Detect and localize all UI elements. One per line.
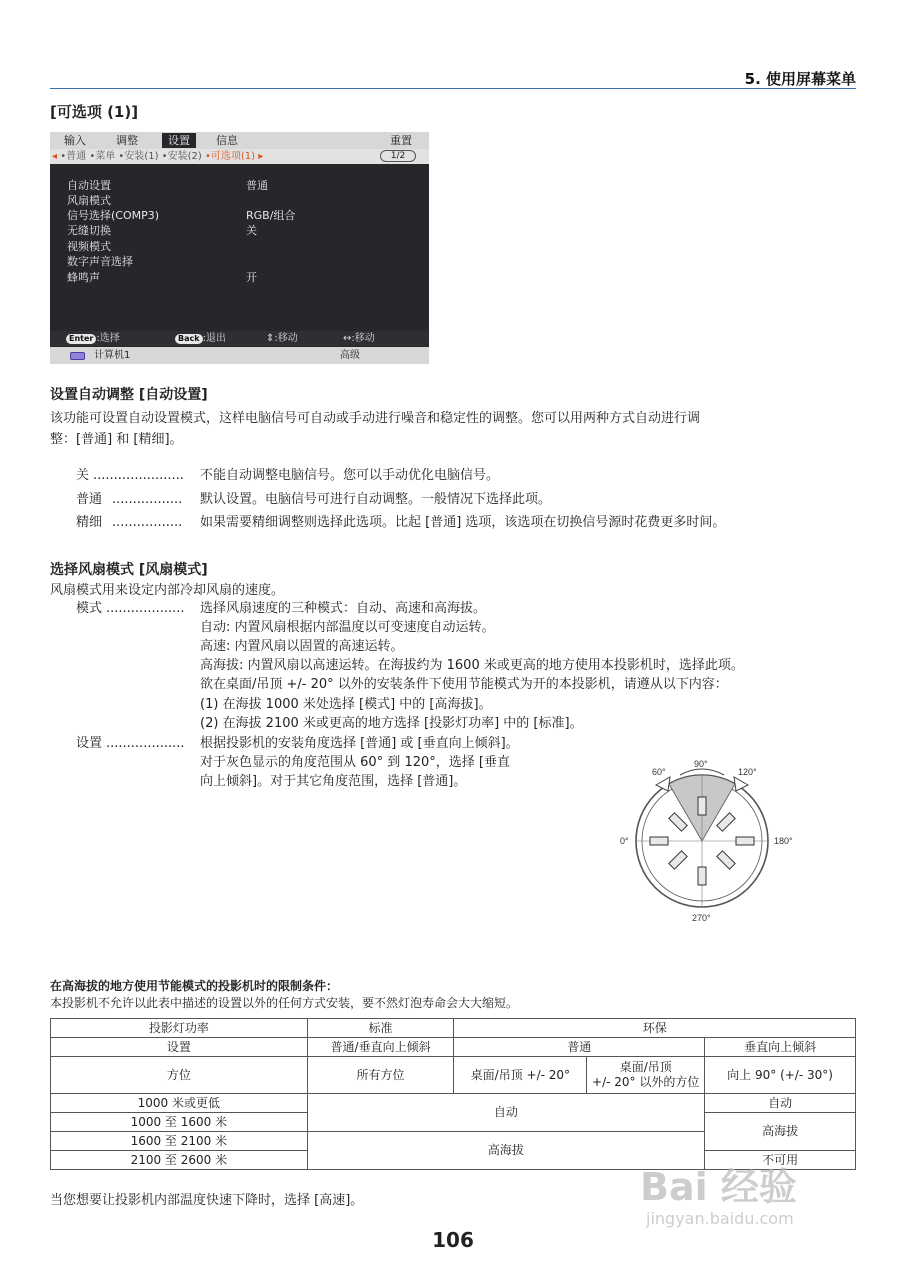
projector-225-icon <box>717 851 735 869</box>
osd-row-value[interactable]: RGB/组合 <box>246 209 296 222</box>
auto-adjust-intro-2: 整：[普通] 和 [精细]。 <box>50 432 183 447</box>
page-number: 106 <box>432 1228 474 1252</box>
computer-input-icon <box>70 352 85 360</box>
table-cell: 所有方位 <box>307 1057 454 1094</box>
option-term: 关 <box>76 468 90 483</box>
tab-adjust[interactable]: 调整 <box>116 134 138 147</box>
angle-label-0: 0° <box>620 836 629 846</box>
angle-label-180: 180° <box>774 836 793 846</box>
angle-label-60: 60° <box>652 767 666 777</box>
angle-label-270: 270° <box>692 913 711 923</box>
table-cell: 环保 <box>454 1019 856 1038</box>
bullet-icon: • <box>161 151 168 162</box>
option-term: 精细 <box>76 515 103 530</box>
table-cell: 1600 至 2100 米 <box>51 1132 308 1151</box>
subtab-install-1[interactable]: 安装(1) <box>124 151 159 162</box>
table-cell-line: +/- 20° 以外的方位 <box>592 1075 700 1089</box>
fan-mode-line: 高速: 内置风扇以固置的高速运转。 <box>200 639 404 654</box>
table-cell: 1000 至 1600 米 <box>51 1113 308 1132</box>
table-cell: 投影灯功率 <box>51 1019 308 1038</box>
range-arc <box>680 769 724 775</box>
fan-mode-line: 高海拔: 内置风扇以高速运转。在海拔约为 1600 米或更高的地方使用本投影机时，选择此项。 <box>200 658 744 673</box>
back-help-text: :退出 <box>202 333 226 344</box>
watermark-url: jingyan.baidu.com <box>646 1209 794 1228</box>
table-row <box>51 1094 856 1113</box>
osd-row-value[interactable]: 普通 <box>246 179 268 192</box>
subtab-install-2[interactable]: 安装(2) <box>167 151 202 162</box>
fan-mode-line: (2) 在海拔 2100 米或更高的地方选择 [投影灯功率] 中的 [标准]。 <box>200 716 583 731</box>
fan-mode-term: 模式 <box>76 601 103 616</box>
table-cell: 垂直向上倾斜 <box>705 1038 856 1057</box>
projector-315-icon <box>669 851 687 869</box>
setting-term: 设置 <box>76 736 103 751</box>
table-cell: 桌面/吊顶 +/- 20° <box>454 1057 587 1094</box>
angle-label-90: 90° <box>694 759 708 769</box>
watermark-brand: Bai 经验 <box>640 1165 797 1209</box>
projector-270-icon <box>698 867 706 885</box>
chapter-title: 5. 使用屏幕菜单 <box>744 70 856 88</box>
projector-180-icon <box>736 837 754 845</box>
table-cell: 方位 <box>51 1057 308 1094</box>
osd-subtab-bar <box>50 149 429 164</box>
updown-help: ⇕:移动 <box>266 333 298 344</box>
subtab-general[interactable]: 普通 <box>66 151 87 162</box>
angle-diagram <box>610 755 810 925</box>
projector-90-icon <box>698 797 706 815</box>
arrow-120-icon <box>734 777 748 791</box>
enter-key-icon: Enter <box>66 334 96 344</box>
bullet-icon: • <box>204 151 211 162</box>
header-rule <box>50 88 856 89</box>
enter-help-text: :选择 <box>96 333 120 344</box>
back-key-icon: Back <box>175 334 203 344</box>
projector-135-icon <box>717 813 735 831</box>
setting-line: 对于灰色显示的角度范围从 60° 到 120°，选择 [垂直 <box>200 755 510 770</box>
osd-row-label[interactable]: 自动设置 <box>67 179 111 192</box>
tab-input[interactable]: 输入 <box>64 134 86 147</box>
bullet-icon: • <box>89 151 96 162</box>
fan-mode-heading: 选择风扇模式 [风扇模式] <box>50 562 208 578</box>
option-desc: 如果需要精细调整则选择此选项。比起 [普通] 选项，该选项在切换信号源时花费更多时间。 <box>200 515 726 530</box>
bullet-icon: • <box>118 151 125 162</box>
table-cell: 1000 米或更低 <box>51 1094 308 1113</box>
left-arrow-icon[interactable]: ◂ <box>52 151 58 162</box>
bullet-icon: • <box>60 151 67 162</box>
osd-row-label[interactable]: 视频模式 <box>67 240 111 253</box>
limits-table <box>50 1018 856 1170</box>
baidu-watermark <box>640 1165 870 1245</box>
right-arrow-icon[interactable]: ▸ <box>258 151 264 162</box>
table-cell-line: 桌面/吊顶 <box>619 1060 672 1074</box>
osd-row-label[interactable]: 风扇模式 <box>67 194 111 207</box>
osd-row-label[interactable]: 蜂鸣声 <box>67 271 100 284</box>
footnote: 当您想要让投影机内部温度快速下降时，选择 [高速]。 <box>50 1193 364 1208</box>
limits-intro: 本投影机不允许以此表中描述的设置以外的任何方式安装，要不然灯泡寿命会大大缩短。 <box>50 996 519 1010</box>
angle-label-120: 120° <box>738 767 757 777</box>
setting-line: 根据投影机的安装角度选择 [普通] 或 [垂直向上倾斜]。 <box>200 736 519 751</box>
fan-mode-line: (1) 在海拔 1000 米处选择 [模式] 中的 [高海拔]。 <box>200 697 492 712</box>
enter-help <box>66 331 120 346</box>
table-row <box>51 1038 856 1057</box>
projector-45-icon <box>669 813 687 831</box>
tab-setup[interactable]: 设置 <box>162 133 196 148</box>
osd-row-label[interactable]: 无缝切换 <box>67 224 111 237</box>
tab-info[interactable]: 信息 <box>216 134 238 147</box>
fan-mode-line: 欲在桌面/吊顶 +/- 20° 以外的安装条件下使用节能模式为开的本投影机，请遵从以下内容： <box>200 677 728 692</box>
table-cell: 2100 至 2600 米 <box>51 1151 308 1170</box>
table-cell: 向上 90° (+/- 30°) <box>705 1057 856 1094</box>
table-row <box>51 1019 856 1038</box>
table-cell: 标准 <box>307 1019 454 1038</box>
osd-tab-bar <box>50 132 429 149</box>
arrow-60-icon <box>656 777 670 791</box>
projector-0-icon <box>650 837 668 845</box>
osd-row-value[interactable]: 开 <box>246 271 257 284</box>
table-cell: 不可用 <box>705 1151 856 1170</box>
menu-mode: 高级 <box>340 350 360 361</box>
leader-dots: ................... <box>106 736 185 751</box>
osd-row-label[interactable]: 信号选择(COMP3) <box>67 209 160 222</box>
auto-adjust-intro-1: 该功能可设置自动设置模式，这样电脑信号可自动或手动进行噪音和稳定性的调整。您可以用两种方式自动进行调 <box>50 411 701 426</box>
limits-heading: 在高海拔的地方使用节能模式的投影机时的限制条件： <box>50 979 339 993</box>
section-title: [可选项 (1)] <box>50 103 139 121</box>
table-cell <box>587 1057 705 1094</box>
fan-mode-intro: 风扇模式用来设定内部冷却风扇的速度。 <box>50 583 285 598</box>
osd-row-label[interactable]: 数字声音选择 <box>67 255 133 268</box>
table-cell: 普通/垂直向上倾斜 <box>307 1038 454 1057</box>
osd-key-help <box>50 331 429 346</box>
subtab-menu[interactable]: 菜单 <box>95 151 116 162</box>
table-cell: 高海拔 <box>705 1113 856 1151</box>
osd-status-bar <box>50 347 429 364</box>
page-indicator: 1/2 <box>380 150 416 162</box>
table-cell: 自动 <box>307 1094 704 1132</box>
leftright-help: ↔:移动 <box>343 333 375 344</box>
table-cell: 普通 <box>454 1038 705 1057</box>
leader-dots: ................. <box>112 515 183 530</box>
leader-dots: ...................... <box>93 468 184 483</box>
fan-mode-line: 自动: 内置风扇根据内部温度以可变速度自动运转。 <box>200 620 495 635</box>
setting-line: 向上倾斜]。对于其它角度范围，选择 [普通]。 <box>200 774 467 789</box>
table-cell: 设置 <box>51 1038 308 1057</box>
osd-menu <box>50 132 429 364</box>
back-help <box>175 331 226 346</box>
option-desc: 默认设置。电脑信号可进行自动调整。一般情况下选择此项。 <box>200 492 552 507</box>
table-cell: 自动 <box>705 1094 856 1113</box>
input-source: 计算机1 <box>94 350 131 361</box>
option-desc: 不能自动调整电脑信号。您可以手动优化电脑信号。 <box>200 468 500 483</box>
table-row <box>51 1057 856 1094</box>
table-cell: 高海拔 <box>307 1132 704 1170</box>
tab-reset[interactable]: 重置 <box>390 134 412 147</box>
subtab-options-1[interactable]: 可选项(1) <box>210 151 256 162</box>
osd-row-value[interactable]: 关 <box>246 224 257 237</box>
leader-dots: ................. <box>112 492 183 507</box>
option-term: 普通 <box>76 492 103 507</box>
auto-adjust-heading: 设置自动调整 [自动设置] <box>50 387 208 403</box>
fan-mode-line: 选择风扇速度的三种模式：自动、高速和高海拔。 <box>200 601 487 616</box>
leader-dots: ................... <box>106 601 185 616</box>
